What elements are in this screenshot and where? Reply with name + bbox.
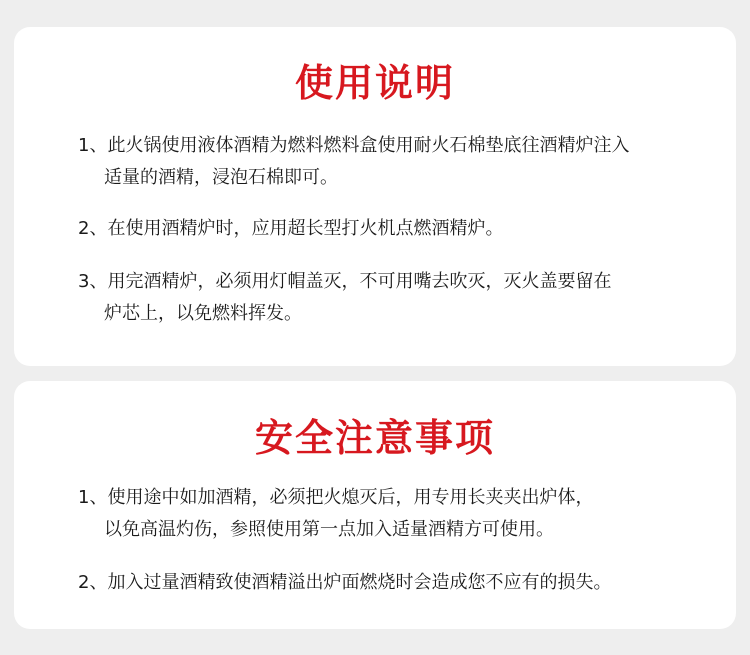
usage-item-2-line-1: 2、在使用酒精炉时，应用超长型打火机点燃酒精炉。 [78,218,504,239]
usage-item-1-line-1: 1、此火锅使用液体酒精为燃料燃料盒使用耐火石棉垫底往酒精炉注入 [78,135,630,156]
usage-instructions-title: 使用说明 [294,61,455,105]
usage-item-1-line-2: 适量的酒精，浸泡石棉即可。 [104,167,338,188]
safety-notice-card [14,381,736,629]
safety-item-1-line-1: 1、使用途中如加酒精，必须把火熄灭后，用专用长夹夹出炉体， [78,487,594,508]
safety-item-2 [78,567,718,599]
usage-item-3-line-2: 炉芯上，以免燃料挥发。 [104,303,302,324]
safety-item-1-line-2: 以免高温灼伤，参照使用第一点加入适量酒精方可使用。 [104,519,554,540]
usage-item-1 [78,130,718,194]
usage-item-3-line-1: 3、用完酒精炉，必须用灯帽盖灭，不可用嘴去吹灭，灭火盖要留在 [78,271,612,292]
safety-item-2-line-1: 2、加入过量酒精致使酒精溢出炉面燃烧时会造成您不应有的损失。 [78,572,612,593]
usage-instructions-card [14,27,736,366]
safety-item-1 [78,482,718,546]
usage-item-3 [78,266,718,330]
usage-item-2 [78,213,718,245]
safety-notice-title: 安全注意事项 [254,416,495,460]
